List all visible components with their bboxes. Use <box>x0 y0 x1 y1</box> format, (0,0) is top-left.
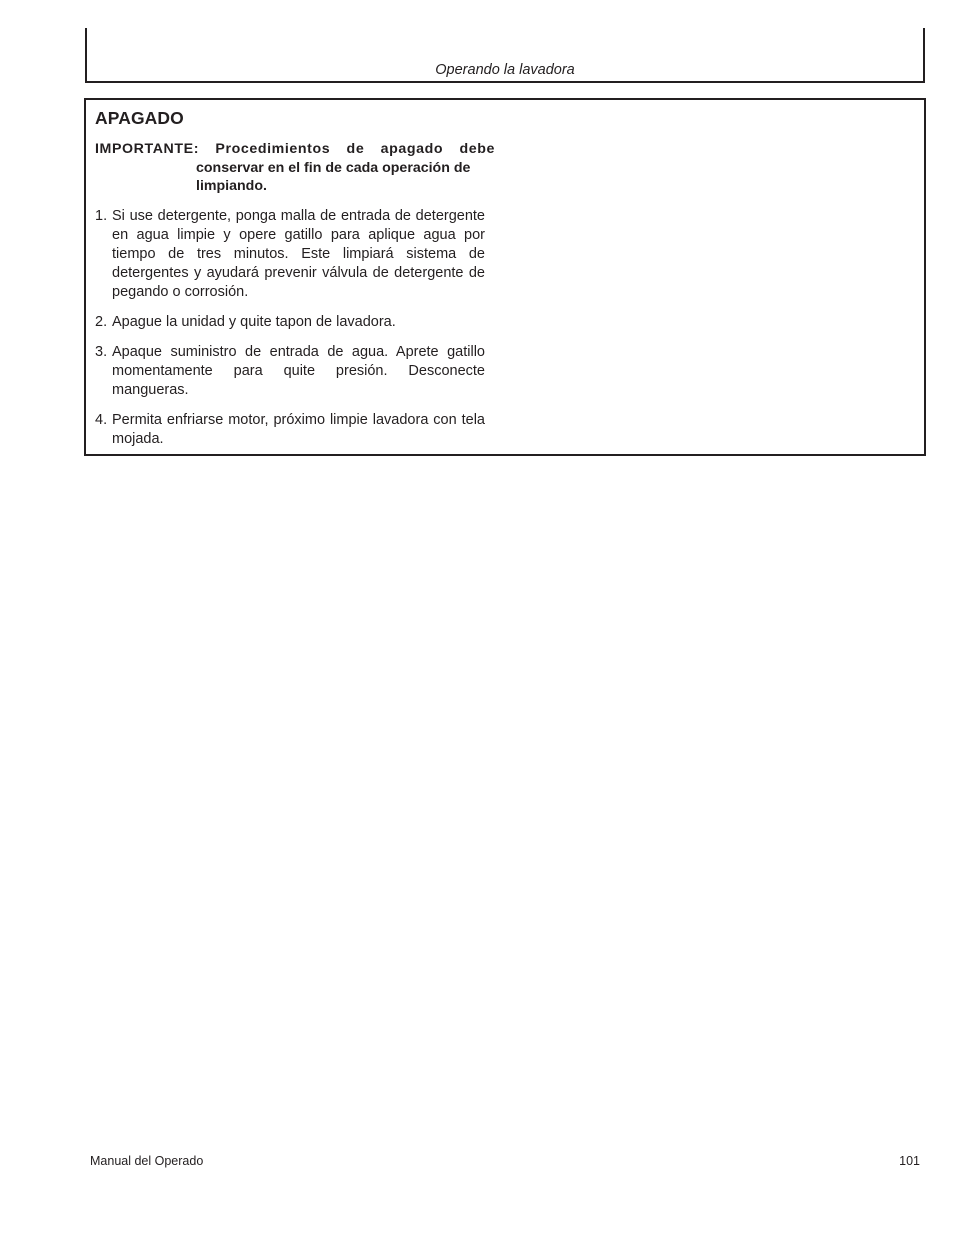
list-item <box>95 343 485 400</box>
footer-manual-name: Manual del Operado <box>90 1154 204 1168</box>
step-text: Apaque suministro de entrada de agua. Aprete gatillo momentamente para quite presión. Desconecte mangueras. <box>112 344 485 398</box>
step-number: 2. <box>95 314 108 330</box>
footer-page-number: 101 <box>899 1154 920 1168</box>
step-number: 4. <box>95 412 108 428</box>
important-text-line1: Procedimientos de apagado debe <box>215 141 495 157</box>
running-header <box>0 62 925 78</box>
important-text-line2: conservar en el fin de cada operación de <box>196 159 471 176</box>
list-item <box>95 411 485 449</box>
step-text: Permita enfriarse motor, próximo limpie lavadora con tela mojada. <box>112 412 485 447</box>
step-text: Si use detergente, ponga malla de entrada de detergente en agua limpie y opere gatillo para aplique agua por tiempo de tres minutos. Este limpiará sistema de detergentes y ayudará prevenir válvula de detergente de pegando o corrosión. <box>112 208 485 300</box>
list-item <box>95 207 485 302</box>
shutdown-steps-list <box>95 207 485 460</box>
important-label: IMPORTANTE: <box>95 141 200 157</box>
running-header-text: Operando la lavadora <box>435 62 575 78</box>
important-text-line3: limpiando. <box>196 178 267 194</box>
step-text: Apague la unidad y quite tapon de lavadora. <box>112 314 396 330</box>
step-number: 3. <box>95 344 108 360</box>
list-item <box>95 313 485 332</box>
important-note <box>95 140 495 196</box>
section-title: APAGADO <box>95 108 184 128</box>
important-first-line <box>95 140 495 159</box>
step-number: 1. <box>95 208 108 224</box>
